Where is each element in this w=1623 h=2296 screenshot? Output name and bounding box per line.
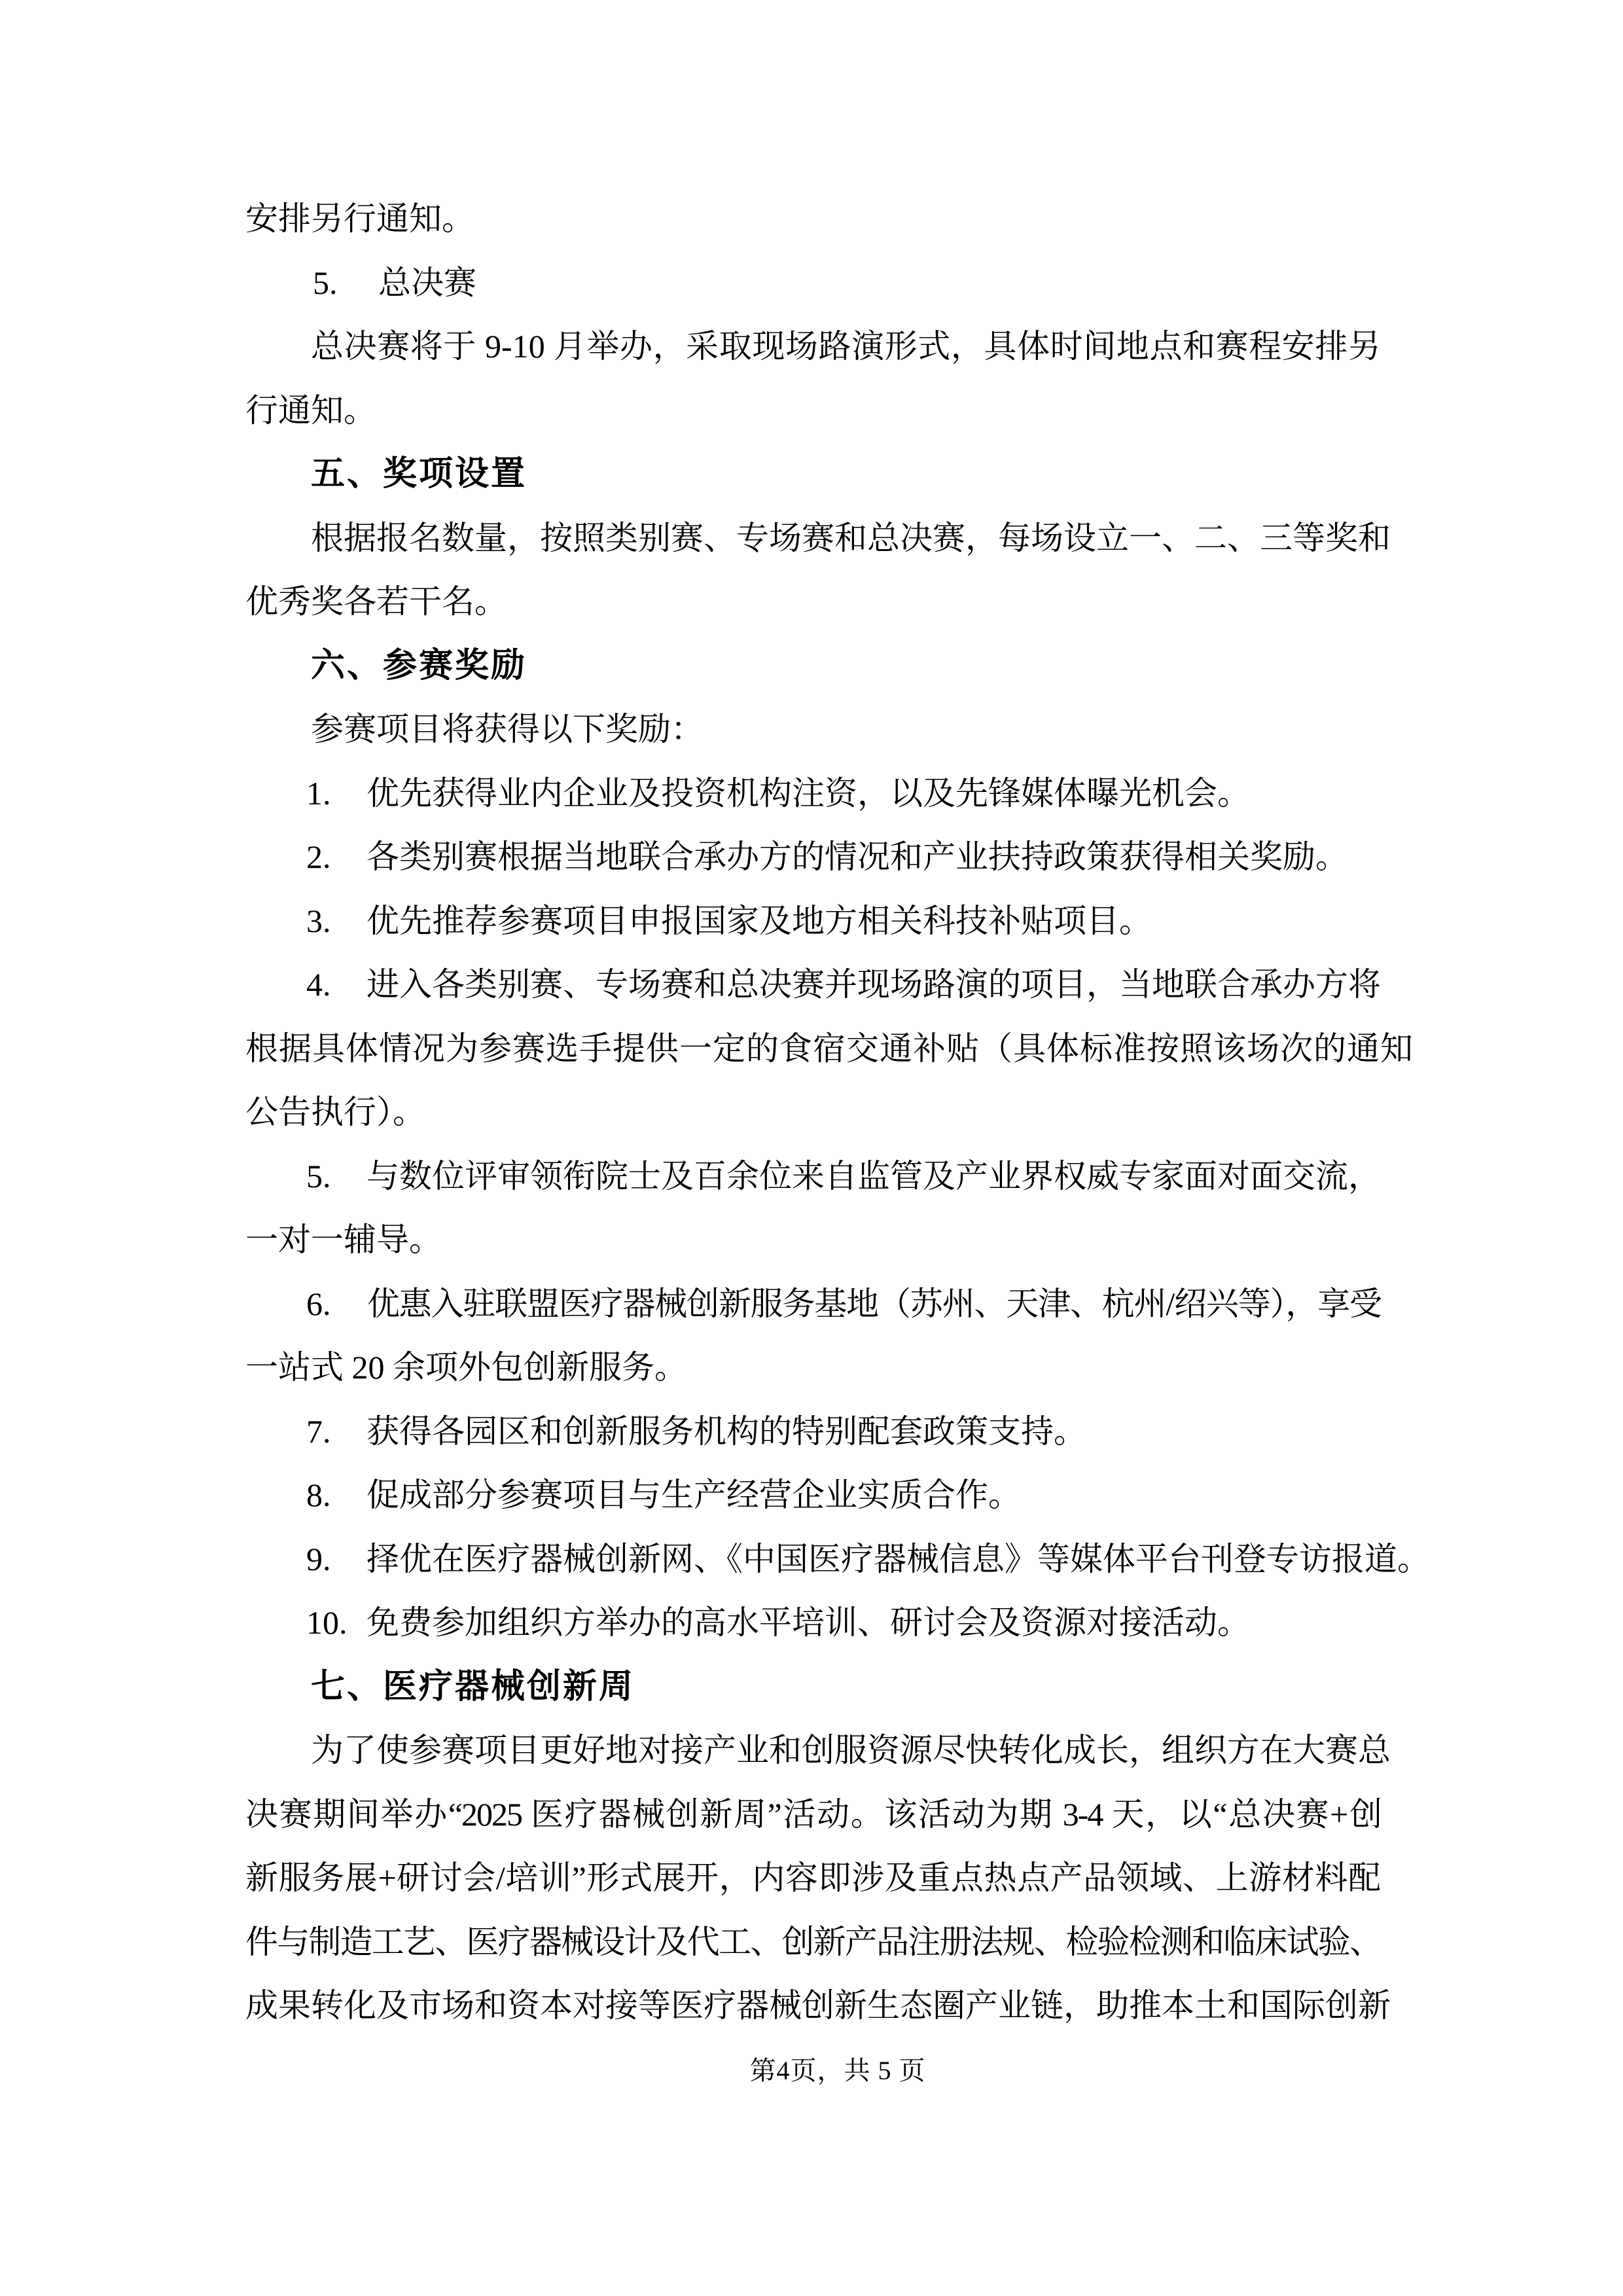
body-line: 安排另行通知。 xyxy=(245,200,474,237)
list-item-text: 优先推荐参赛项目申报国家及地方相关科技补贴项目。 xyxy=(366,902,1152,939)
list-number: 6. xyxy=(306,1285,331,1322)
list-item-text: 进入各类别赛、专场赛和总决赛并现场路演的项目，当地联合承办方将 xyxy=(366,966,1381,1003)
body-line: 公告执行）。 xyxy=(245,1094,425,1130)
list-item xyxy=(245,1400,1381,1464)
list-item xyxy=(245,1591,1381,1655)
list-number: 8. xyxy=(306,1477,331,1513)
list-item-text: 免费参加组织方举办的高水平培训、研讨会及资源对接活动。 xyxy=(366,1604,1250,1641)
list-item-text: 与数位评审领衔院士及百余位来自监管及产业界权威专家面对面交流， xyxy=(366,1157,1381,1194)
page-footer: 第4页，共 5 页 xyxy=(749,2056,926,2085)
list-item xyxy=(245,1463,1381,1528)
body-line: 根据报名数量，按照类别赛、专场赛和总决赛，每场设立一、二、三等奖和 xyxy=(311,519,1391,556)
list-number: 1. xyxy=(306,774,331,812)
body-line: 一对一辅导。 xyxy=(245,1221,442,1258)
body-line: 参赛项目将获得以下奖励： xyxy=(311,711,704,747)
body-line: 决赛期间举办“2025 医疗器械创新周”活动。该活动为期 3-4 天，以“总决赛+创 xyxy=(245,1795,1381,1833)
list-number: 5. xyxy=(306,1157,331,1194)
list-item xyxy=(245,762,1381,826)
list-number: 7. xyxy=(306,1412,331,1450)
list-item-text: 各类别赛根据当地联合承办方的情况和产业扶持政策获得相关奖励。 xyxy=(366,838,1348,875)
list-item-text: 促成部分参赛项目与生产经营企业实质合作。 xyxy=(366,1477,1021,1513)
section-heading-awards-setup: 五、奖项设置 xyxy=(311,455,527,493)
body-line: 为了使参赛项目更好地对接产业和创服资源尽快转化成长，组织方在大赛总 xyxy=(311,1732,1391,1768)
list-item xyxy=(245,1272,1381,1336)
list-item xyxy=(245,251,1381,315)
list-number: 5. xyxy=(313,264,338,301)
section-heading-participation-rewards: 六、参赛奖励 xyxy=(311,646,527,685)
list-item xyxy=(245,889,1381,954)
list-item xyxy=(245,1145,1381,1209)
list-item xyxy=(245,1528,1430,1592)
list-number: 9. xyxy=(306,1540,331,1577)
body-line: 根据具体情况为参赛选手提供一定的食宿交通补贴（具体标准按照该场次的通知 xyxy=(245,1030,1414,1067)
list-number: 3. xyxy=(306,902,331,939)
body-line: 一站式 20 余项外包创新服务。 xyxy=(245,1349,687,1386)
body-line: 新服务展+研讨会/培训”形式展开，内容即涉及重点热点产品领域、上游材料配 xyxy=(245,1859,1381,1896)
body-line: 总决赛将于 9-10 月举办，采取现场路演形式，具体时间地点和赛程安排另 xyxy=(311,328,1381,365)
list-number: 2. xyxy=(306,838,331,875)
list-item-text: 优惠入驻联盟医疗器械创新服务基地（苏州、天津、杭州/绍兴等），享受 xyxy=(366,1285,1381,1322)
list-number: 4. xyxy=(306,966,331,1003)
document-content xyxy=(245,187,1430,2038)
body-line: 优秀奖各若干名。 xyxy=(245,583,507,620)
body-line: 成果转化及市场和资本对接等医疗器械创新生态圈产业链，助推本土和国际创新 xyxy=(245,1987,1391,2024)
list-number: 10. xyxy=(306,1604,348,1641)
list-item xyxy=(245,953,1381,1017)
list-item-text: 总决赛 xyxy=(378,264,476,301)
list-item-text: 优先获得业内企业及投资机构注资，以及先锋媒体曝光机会。 xyxy=(366,774,1250,812)
list-item xyxy=(245,825,1381,889)
body-line: 行通知。 xyxy=(245,391,376,429)
list-item-text: 获得各园区和创新服务机构的特别配套政策支持。 xyxy=(366,1412,1086,1450)
list-item-text: 择优在医疗器械创新网、《中国医疗器械信息》等媒体平台刊登专访报道。 xyxy=(366,1540,1430,1577)
section-heading-innovation-week: 七、医疗器械创新周 xyxy=(311,1667,635,1706)
body-line: 件与制造工艺、医疗器械设计及代工、创新产品注册法规、检验检测和临床试验、 xyxy=(245,1923,1381,1960)
